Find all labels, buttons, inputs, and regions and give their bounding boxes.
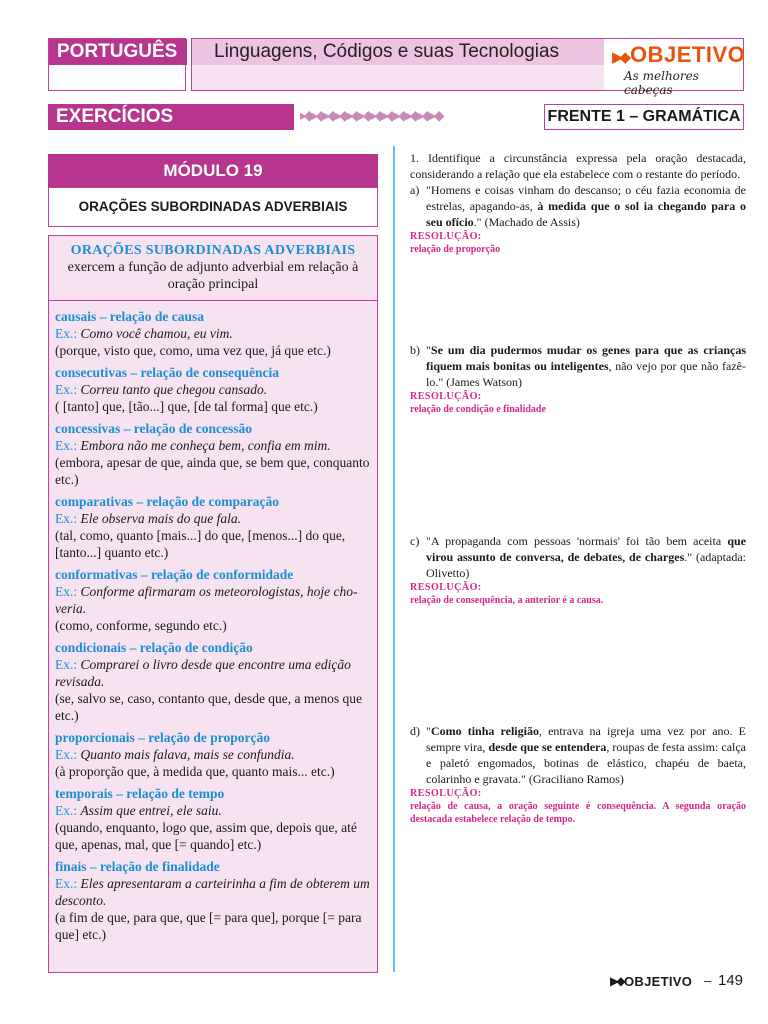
conjunction-list: (como, conforme, segundo etc.) xyxy=(55,618,227,633)
highlighted-clause-2: desde que se entendera xyxy=(488,740,607,754)
highlighted-clause: à medida que o sol ia chegando para o seu ofício xyxy=(426,199,746,229)
logo-wordmark xyxy=(610,42,746,68)
example-sentence: Embora não me conheça bem, confia em mim. xyxy=(80,438,331,453)
example-sentence: Eles apresentaram a carteirinha a fim de obterem um desconto. xyxy=(55,876,370,908)
resolution-label: RESOLUÇÃO: xyxy=(410,391,482,402)
section-title: EXERCÍCIOS PROPOSTOS xyxy=(48,104,294,130)
clause-example xyxy=(55,437,371,454)
frente-label: FRENTE 1 – GRAMÁTICA xyxy=(544,104,744,130)
example-label: Ex.: xyxy=(55,511,78,526)
area-block xyxy=(191,38,746,97)
resolution-label: RESOLUÇÃO: xyxy=(410,231,482,242)
example-label: Ex.: xyxy=(55,438,78,453)
theory-box-title: ORAÇÕES SUBORDINADAS ADVERBIAIS xyxy=(70,243,356,258)
clause-type-entry xyxy=(55,566,371,634)
arrow-chevrons-icon: ▶◆ xyxy=(612,48,628,66)
clause-type-entry xyxy=(55,729,371,780)
clause-example xyxy=(55,325,371,342)
item-text: "Homens e coisas vinham do descanso; o céu fazia economia de estrelas, apagando-as, à medida que o sol ia chegando para o seu ofício." (Machado de Assis) xyxy=(426,183,746,229)
conjunction-list: ( [tanto] que, [tão...] que, [de tal forma] que etc.) xyxy=(55,399,318,414)
clause-type-heading: finais – relação de finalidade xyxy=(55,859,220,874)
conjunction-list: (embora, apesar de que, ainda que, se bem que, conquanto etc.) xyxy=(55,455,370,487)
conjunction-list: (tal, como, quanto [mais...] do que, [menos...] do que, [tanto...] quanto etc.) xyxy=(55,528,346,560)
clause-type-entry xyxy=(55,308,371,359)
clause-example xyxy=(55,510,371,527)
resolution-text: relação de causa, a oração seguinte é consequência. A segunda oração destacada estabelece relação de tempo. xyxy=(410,801,746,825)
question-item-a xyxy=(410,182,746,256)
question-text: Identifique a circunstância expressa pela oração destacada, considerando a relação que ela estabelece com o restante do período. xyxy=(410,151,747,181)
section-bar xyxy=(48,104,744,153)
clause-example xyxy=(55,746,371,763)
example-sentence: Ele observa mais do que fala. xyxy=(80,511,241,526)
area-title: Linguagens, Códigos e suas Tecnologias xyxy=(192,39,604,65)
item-text: "Como tinha religião, entrava na igreja uma vez por ano. E sempre vira, desde que se entendera, roupas de festa assim: calça e paletó engomados, botinas de elástico, chapéu de baeta, colarinho e gravata." (Graciliano Ramos) xyxy=(426,724,747,786)
clause-type-heading: condicionais – relação de condição xyxy=(55,640,253,655)
question-item-c xyxy=(410,533,746,607)
logo-brand: OBJETIVO xyxy=(630,42,746,67)
conjunction-list: (porque, visto que, como, uma vez que, já que etc.) xyxy=(55,343,331,358)
example-label: Ex.: xyxy=(55,382,78,397)
footer-separator: – xyxy=(704,973,712,988)
clause-type-heading: concessivas – relação de concessão xyxy=(55,421,252,436)
clause-type-entry xyxy=(55,364,371,415)
module-subtitle: ORAÇÕES SUBORDINADAS ADVERBIAIS xyxy=(48,187,378,227)
highlighted-clause: Se um dia pudermos mudar os genes para que as crianças fiquem mais bonitas ou inteligentes xyxy=(426,343,746,373)
question-item-b xyxy=(410,342,746,416)
area-band xyxy=(192,65,604,90)
example-sentence: Conforme afirmaram os meteorologistas, hoje cho-veria. xyxy=(55,584,358,616)
item-letter: d) xyxy=(410,724,420,738)
item-text: "A propaganda com pessoas 'normais' foi tão bem aceita que virou assunto de conversa, de debates, de charges." (adaptada: Olivetto) xyxy=(426,534,746,580)
clause-type-entry xyxy=(55,639,371,724)
clause-type-heading: comparativas – relação de comparação xyxy=(55,494,279,509)
example-label: Ex.: xyxy=(55,657,78,672)
page-footer xyxy=(610,972,750,992)
highlighted-clause: que virou assunto de conversa, de debates, de charges xyxy=(426,534,746,564)
decorative-arrows-icon: ▸◆▸◆▸◆▸◆▸◆▸◆▸◆▸◆▸◆▸◆▸◆▸◆ xyxy=(300,108,442,124)
conjunction-list: (à proporção que, à medida que, quanto mais... etc.) xyxy=(55,764,335,779)
question-prompt xyxy=(410,150,746,182)
example-label: Ex.: xyxy=(55,584,78,599)
subject-title: PORTUGUÊS xyxy=(49,39,187,65)
item-letter: a) xyxy=(410,183,420,197)
clause-example xyxy=(55,583,371,617)
resolution-text: relação de proporção xyxy=(410,244,501,255)
clause-example xyxy=(55,381,371,398)
conjunction-list: (quando, enquanto, logo que, assim que, depois que, até que, apenas, mal, que [= quando] etc.) xyxy=(55,820,357,852)
column-divider xyxy=(393,146,395,972)
clause-type-entry xyxy=(55,858,371,943)
item-letter: c) xyxy=(410,534,420,548)
module-title: MÓDULO 19 xyxy=(48,154,378,187)
clause-example xyxy=(55,802,371,819)
example-label: Ex.: xyxy=(55,876,78,891)
example-sentence: Como você chamou, eu vim. xyxy=(80,326,233,341)
footer-brand: OBJETIVO xyxy=(624,974,693,989)
item-text: "Se um dia pudermos mudar os genes para que as crianças fiquem mais bonitas ou inteligentes, não vejo por que não fazê-lo." (James Watson) xyxy=(426,343,746,389)
clause-type-entry xyxy=(55,785,371,853)
item-letter: b) xyxy=(410,343,420,357)
logo-slogan: As melhores cabeças xyxy=(624,69,699,97)
clause-example xyxy=(55,656,371,690)
question-number: 1. xyxy=(410,151,419,165)
example-sentence: Quanto mais falava, mais se confundia. xyxy=(80,747,295,762)
theory-box-description: exercem a função de adjunto adverbial em relação à oração principal xyxy=(67,260,359,292)
subject-block xyxy=(48,38,186,91)
resolution-text: relação de condição e finalidade xyxy=(410,404,546,415)
theory-box xyxy=(48,235,378,973)
clause-type-heading: causais – relação de causa xyxy=(55,309,204,324)
clause-type-entry xyxy=(55,493,371,561)
example-label: Ex.: xyxy=(55,803,78,818)
resolution-label: RESOLUÇÃO: xyxy=(410,582,482,593)
page-header xyxy=(48,38,746,97)
conjunction-list: (se, salvo se, caso, contanto que, desde que, a menos que etc.) xyxy=(55,691,363,723)
objetivo-logo xyxy=(610,41,746,97)
example-sentence: Assim que entrei, ele saiu. xyxy=(80,803,222,818)
clause-example xyxy=(55,875,371,909)
page-number: 149 xyxy=(718,972,744,989)
question-item-d xyxy=(410,723,746,826)
resolution-text: relação de consequência, a anterior é a causa. xyxy=(410,595,604,606)
highlighted-clause: Como tinha religião xyxy=(430,724,539,738)
clause-type-entry xyxy=(55,420,371,488)
clause-type-heading: proporcionais – relação de proporção xyxy=(55,730,270,745)
example-sentence: Comprarei o livro desde que encontre uma edição revisada. xyxy=(55,657,351,689)
example-label: Ex.: xyxy=(55,747,78,762)
clause-type-heading: temporais – relação de tempo xyxy=(55,786,225,801)
clause-type-heading: conformativas – relação de conformidade xyxy=(55,567,294,582)
resolution-label: RESOLUÇÃO: xyxy=(410,788,482,799)
arrow-chevrons-icon: ▶◆ xyxy=(610,974,623,988)
theory-box-header xyxy=(49,236,377,301)
example-label: Ex.: xyxy=(55,326,78,341)
conjunction-list: (a fim de que, para que, que [= para que], porque [= para que] etc.) xyxy=(55,910,362,942)
clause-type-heading: consecutivas – relação de consequência xyxy=(55,365,279,380)
clause-type-list xyxy=(49,308,377,948)
example-sentence: Correu tanto que chegou cansado. xyxy=(80,382,268,397)
